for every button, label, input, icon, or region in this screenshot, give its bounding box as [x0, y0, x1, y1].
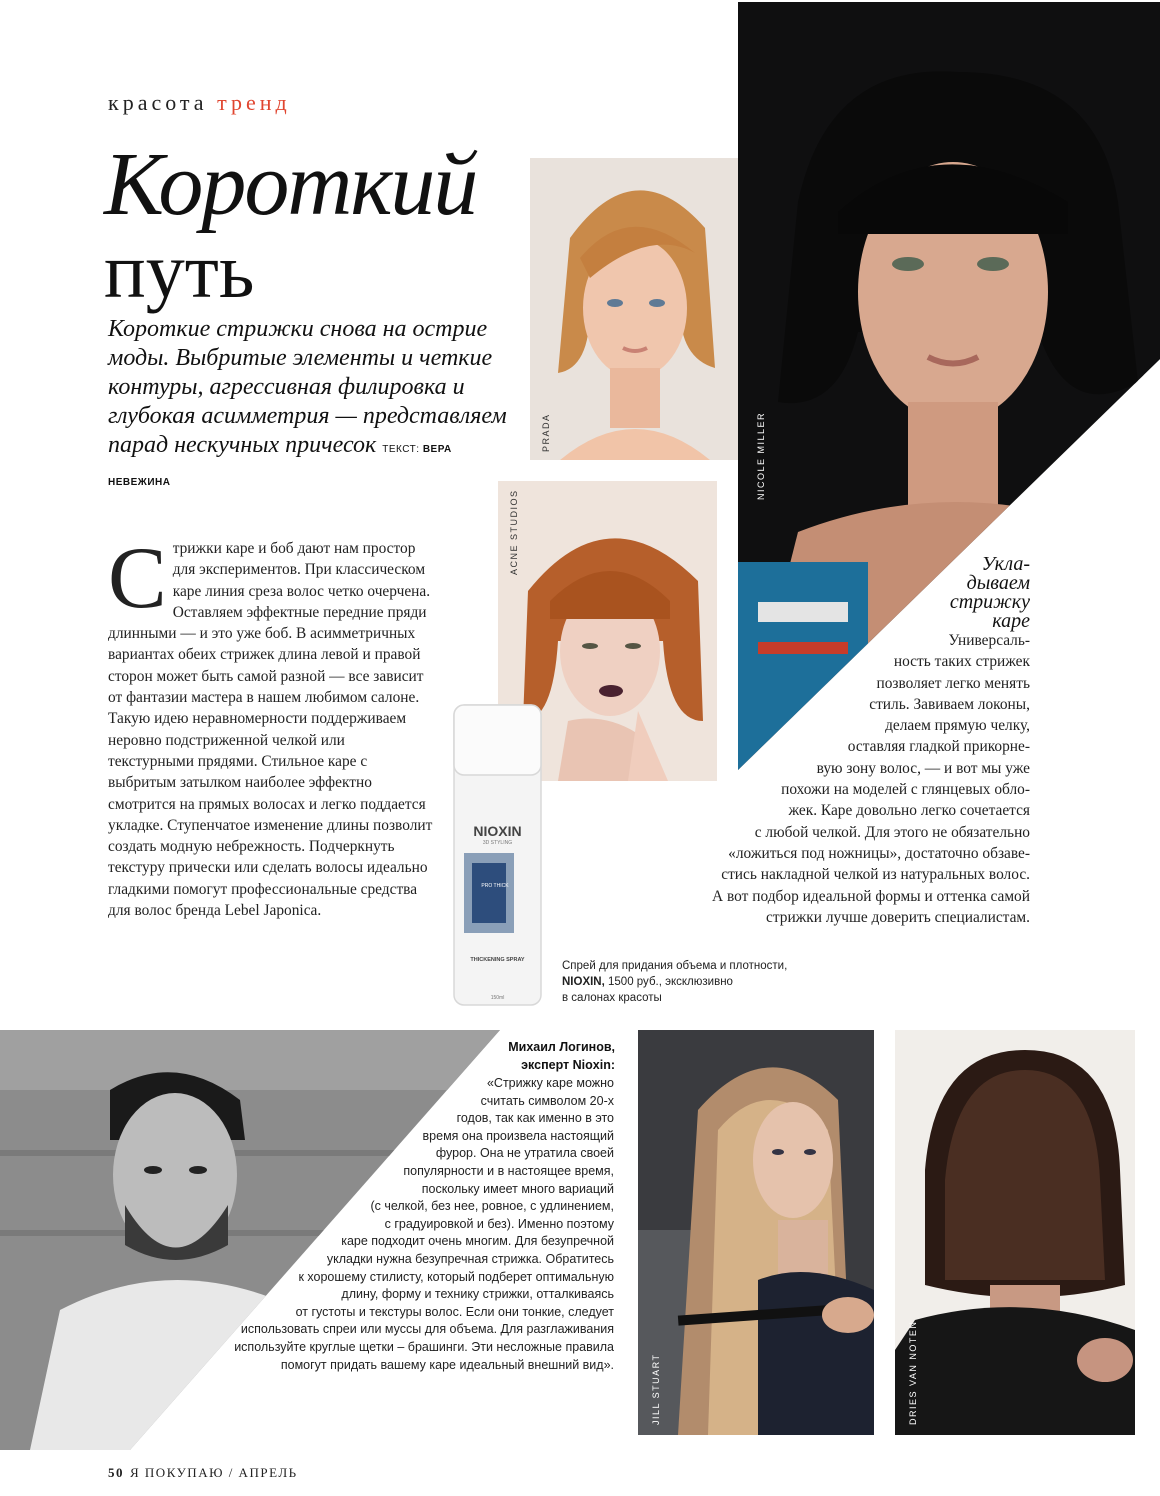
quote-line: длину, форму и технику стрижки, отталкиваясь [341, 1287, 614, 1302]
quote-line: годов, так как именно в это [456, 1111, 614, 1126]
bottle-name: THICKENING SPRAY [470, 957, 525, 963]
expert-quote [150, 1075, 614, 1374]
sidebar-line: похожи на моделей с глянцевых обло- [781, 781, 1030, 799]
quote-line: укладки нужна безупречная стрижка. Обратитесь [326, 1251, 614, 1266]
sidebar-line: с любой челкой. Для этого не обязательно [754, 823, 1030, 841]
subsection-label: тренд [217, 90, 291, 115]
product-caption-price: 1500 руб., эксклюзивно [608, 976, 733, 988]
sidebar-line: делаем прямую челку, [885, 717, 1030, 735]
article-title [104, 135, 477, 314]
expert-heading [508, 1038, 615, 1074]
product-caption-brand: NIOXIN, [562, 976, 605, 988]
sidebar-line: стрижки лучше доверить специалистам. [766, 908, 1030, 926]
sidebar-heading-line: дываем [966, 572, 1030, 594]
section-rubric [108, 90, 291, 116]
magazine-name: Я ПОКУПАЮ / АПРЕЛЬ [130, 1465, 298, 1480]
sidebar-line: вую зону волос, — и вот мы уже [816, 759, 1030, 777]
sidebar-line: А вот подбор идеальной формы и оттенка самой [712, 887, 1030, 905]
quote-line: использовать спреи или муссы для объема. Для разглаживания [240, 1322, 614, 1337]
product-caption-text: Спрей для придания объема и плотности, [562, 960, 788, 972]
product-caption-where: в салонах красоты [562, 992, 662, 1004]
bottle-brand: NIOXIN [473, 823, 522, 839]
sidebar-heading-line: Укла- [981, 553, 1030, 575]
photo-prada [530, 158, 740, 460]
page-number: 50 [108, 1465, 124, 1480]
credit-dries-van-noten: DRIES VAN NOTEN [908, 1320, 918, 1425]
product-caption [562, 958, 852, 1006]
photo-jill-stuart [638, 1030, 874, 1435]
sidebar-line: Универсаль- [948, 632, 1030, 649]
quote-line: считать символом 20-х [480, 1093, 614, 1108]
quote-line: фурор. Она не утратила своей [435, 1146, 614, 1161]
body-paragraph: трижки каре и боб дают нам простор для экспериментов. При классическом каре линия среза волос четко очерчена. Оставляем эффектные передние пряди длинными — и это уже боб. В асимметричных вариантах обеих стрижек длина левой и правой сторон может быть самой разной — все зависит от фантазии мастера в нашем любимом салоне. Такую идею неравномерности поддерживаем неровно подстриженной челкой или текстурными прядями. Стильное каре с выбритым затылком наиболее эффектно смотрится на прямых волосах и легко поддается укладке. Ступенчатое изменение длины позволит создать модную небрежность. Подчеркнуть текстуру прически или сделать волосы идеально гладкими помогут профессиональные средства для волос бренда Lebel Japonica. [108, 540, 433, 920]
credit-name: ВЕРА НЕВЕЖИНА [108, 444, 452, 488]
title-line-1: Короткий [104, 135, 477, 234]
credit-label: ТЕКСТ: [382, 444, 420, 455]
quote-line: время она произвела настоящий [422, 1128, 614, 1143]
title-line-2: путь [104, 227, 255, 314]
quote-line: поскольку имеет много вариаций [421, 1181, 614, 1196]
expert-role: эксперт Nioxin: [521, 1058, 615, 1072]
quote-line: (с челкой, без нее, ровное, с удлинением, [370, 1199, 614, 1214]
credit-acne-studios: ACNE STUDIOS [509, 489, 519, 575]
sidebar-line: «ложиться под ножницы», достаточно обзаве- [728, 844, 1030, 862]
sidebar-heading-line: стрижку [949, 591, 1030, 613]
credit-nicole-miller: NICOLE MILLER [756, 411, 766, 500]
quote-line: к хорошему стилисту, который подберет оптимальную [298, 1269, 614, 1284]
photo-dries-van-noten [895, 1030, 1135, 1435]
bottle-volume: 150ml [490, 995, 505, 1001]
quote-line: «Стрижку каре можно [486, 1076, 614, 1090]
quote-line: от густоты и текстуры волос. Если они тонкие, следует [295, 1304, 614, 1319]
quote-line: используйте круглые щетки – брашинги. Эти несложные правила [234, 1339, 614, 1354]
sidebar-line: ность таких стрижек [893, 653, 1030, 671]
expert-name: Михаил Логинов, [508, 1040, 615, 1054]
credit-jill-stuart: JILL STUART [651, 1353, 661, 1425]
sidebar-line: оставляя гладкой прикорне- [847, 738, 1030, 756]
quote-line: с градуировкой и без). Именно поэтому [384, 1216, 614, 1231]
product-bottle [450, 703, 545, 1008]
section-label: красота [108, 90, 208, 115]
article-lead [108, 315, 508, 497]
sidebar-line: стись накладной челкой из натуральных волос. [721, 866, 1030, 884]
quote-line: популярности и в настоящее время, [403, 1163, 614, 1178]
page-footer [108, 1465, 298, 1481]
sidebar-line: жек. Каре довольно легко сочетается [788, 802, 1030, 820]
body-text [108, 530, 434, 921]
sidebar-line: стиль. Завиваем локоны, [869, 695, 1030, 713]
quote-line: каре подходит очень многим. Для безупречной [341, 1234, 614, 1249]
lead-text: Короткие стрижки снова на острие моды. Выбритые элементы и четкие контуры, агрессивная филировка и глубокая асимметрия — представляем парад нескучных причесок [108, 316, 507, 458]
sidebar-heading [830, 555, 1030, 631]
sidebar-heading-line: каре [992, 610, 1030, 632]
sidebar-line: позволяет легко менять [876, 674, 1030, 692]
bottle-badge: PRO THICK [481, 883, 509, 889]
credit-prada: PRADA [541, 413, 551, 452]
quote-line: помогут придать вашему каре идеальный внешний вид». [280, 1357, 614, 1372]
sidebar-text [560, 630, 1030, 928]
dropcap: С [108, 530, 167, 627]
bottle-sub: 3D STYLING [482, 840, 513, 846]
